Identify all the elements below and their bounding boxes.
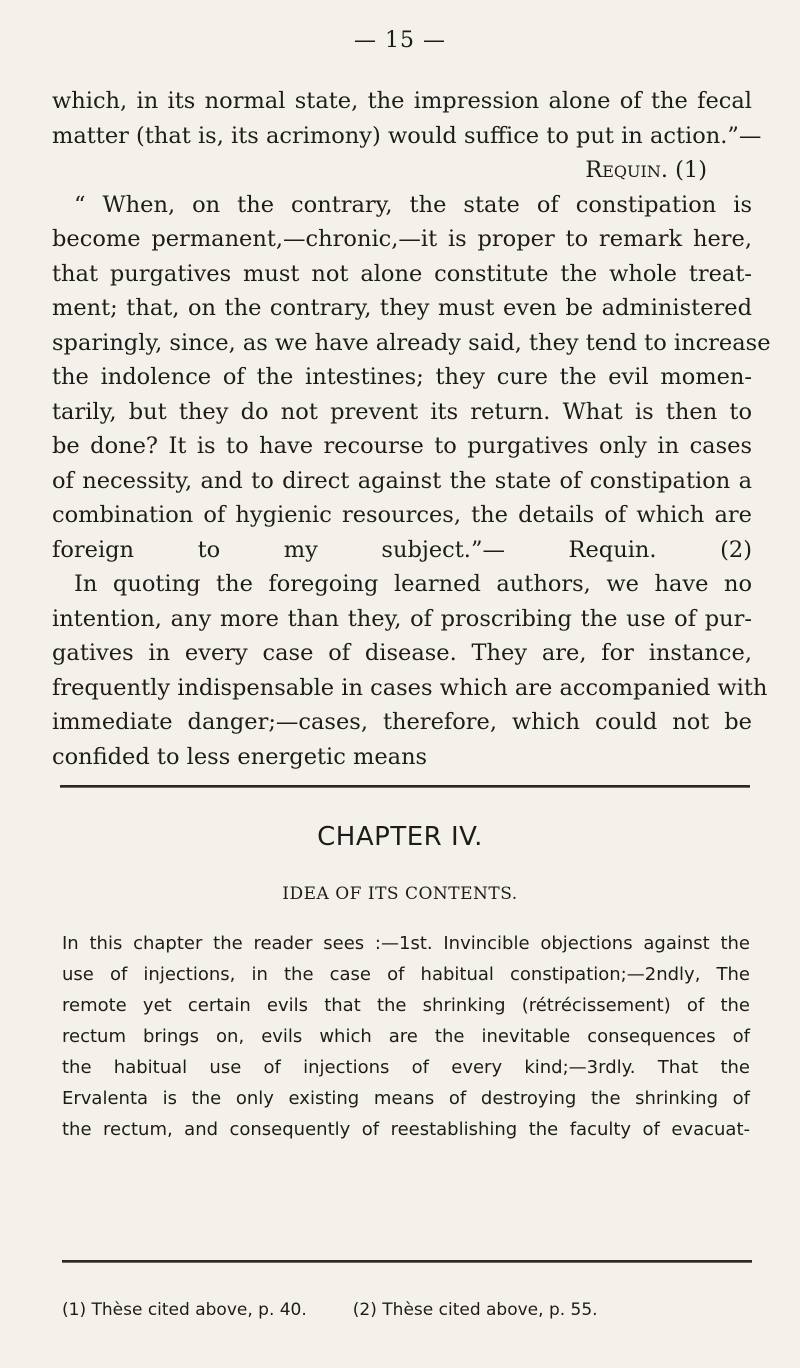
text-line: matter (that is, its acrimony) would suffice to put in action.”— (52, 122, 762, 149)
footnote-divider (62, 1260, 752, 1263)
text-line: that purgatives must not alone constitute the whole treat- (52, 260, 752, 287)
summary-line: use of injections, in the case of habitual constipation;—2ndly, The (62, 964, 750, 985)
text-line: “ When, on the contrary, the state of constipation is (74, 191, 752, 218)
text-line: ment; that, on the contrary, they must even be administered (52, 295, 752, 321)
text-line: frequently indispensable in cases which are accompanied with (52, 674, 768, 701)
text-line: Requin. (1) (585, 157, 707, 183)
text-line: In quoting the foregoing learned authors, we have no (74, 571, 752, 597)
summary-line: Ervalenta is the only existing means of destroying the shrinking of (62, 1088, 750, 1109)
summary-line: the rectum, and consequently of reestablishing the faculty of evacuat- (62, 1119, 750, 1140)
text-line: combination of hygienic resources, the details of which are (52, 502, 752, 528)
main-text (52, 84, 771, 774)
summary-line: remote yet certain evils that the shrinking (rétrécissement) of the (62, 995, 750, 1016)
text-line: immediate danger;—cases, therefore, which could not be (52, 709, 752, 735)
text-line: be done? It is to have recourse to purgatives only in cases (52, 433, 752, 459)
chapter-subtitle: IDEA OF ITS CONTENTS. (282, 884, 518, 904)
text-line: foreign to my subject.”— Requin. (2) (52, 536, 752, 563)
footnotes (62, 1300, 750, 1320)
text-line: sparingly, since, as we have already said, they tend to increase (52, 329, 771, 356)
summary-line: the habitual use of injections of every kind;—3rdly. That the (62, 1057, 750, 1078)
chapter-title: CHAPTER IV. (317, 822, 483, 852)
text-line: the indolence of the intestines; they cure the evil momen- (52, 364, 752, 390)
summary-line: rectum brings on, evils which are the inevitable consequences of (62, 1026, 750, 1047)
text-line: tarily, but they do not prevent its return. What is then to (52, 398, 752, 425)
text-line: gatives in every case of disease. They are, for instance, (52, 640, 752, 666)
chapter-summary (62, 928, 750, 1145)
footnote: (1) Thèse cited above, p. 40. (62, 1300, 307, 1320)
text-line: which, in its normal state, the impression alone of the fecal (52, 88, 752, 114)
text-line: confided to less energetic means (52, 743, 428, 770)
page-number: — 15 — (354, 28, 446, 53)
summary-line: In this chapter the reader sees :—1st. Invincible objections against the (62, 933, 750, 954)
text-line: intention, any more than they, of proscribing the use of pur- (52, 605, 752, 632)
text-line: of necessity, and to direct against the state of constipation a (52, 467, 752, 494)
footnote: (2) Thèse cited above, p. 55. (352, 1300, 598, 1320)
section-divider (60, 785, 750, 788)
text-line: become permanent,—chronic,—it is proper to remark here, (52, 226, 752, 252)
